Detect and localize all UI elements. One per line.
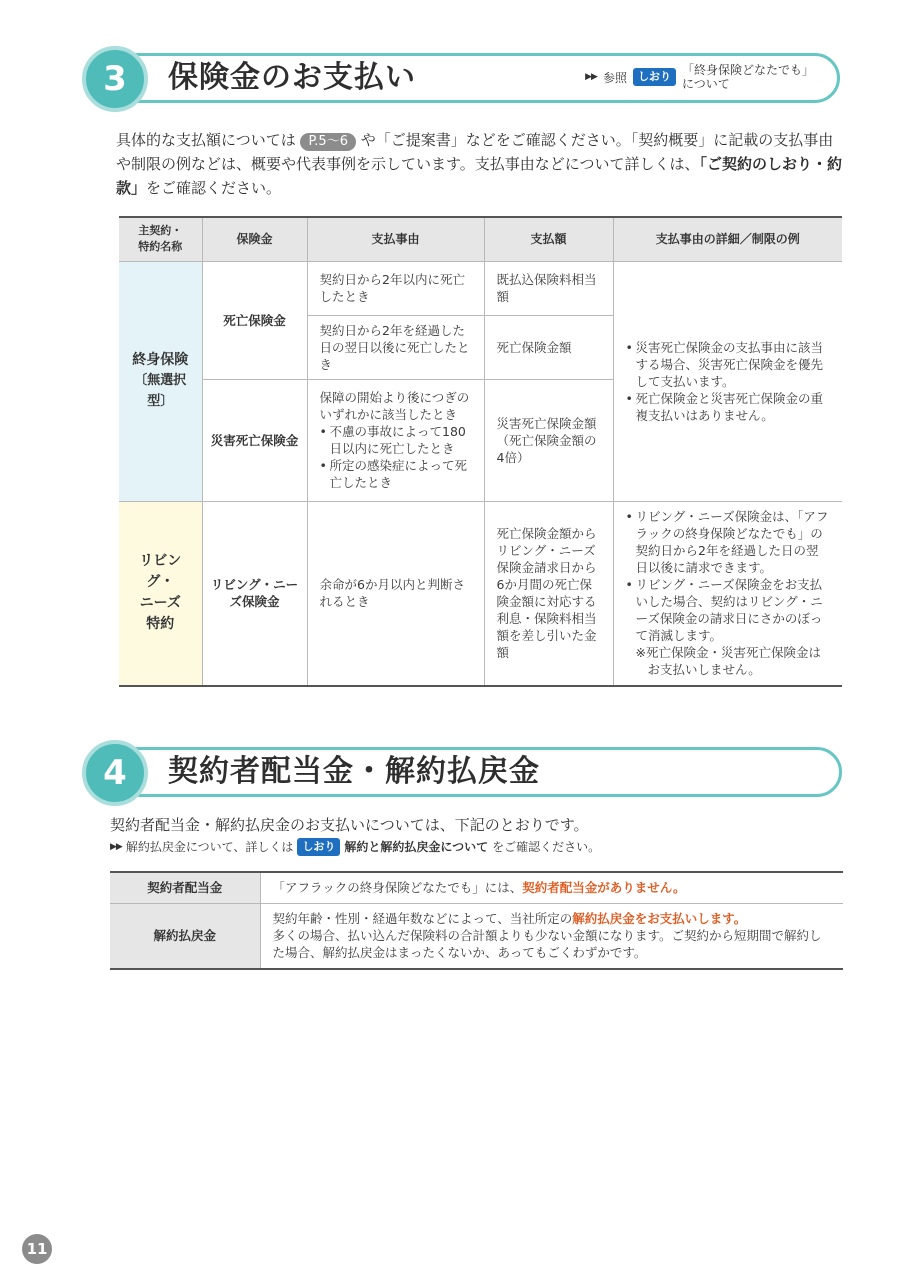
list-item: • 災害死亡保険金の支払事由に該当する場合、災害死亡保険金を優先して支払います。 (626, 339, 831, 390)
section-4-reference (110, 838, 600, 856)
section-4-number: 4 (82, 740, 148, 806)
header-contract-name: 主契約・ 特約名称 (119, 217, 202, 261)
header-detail: 支払事由の詳細／制限の例 (613, 217, 842, 261)
list-item: • 死亡保険金と災害死亡保険金の重複支払いはありません。 (626, 390, 831, 424)
dividend-surrender-table (110, 871, 843, 970)
amount-cell: 災害死亡保険金額（死亡保険金額の4倍） (484, 379, 613, 501)
amount-cell: 既払込保険料相当額 (484, 261, 613, 315)
benefit-living-needs: リビング・ニーズ保険金 (202, 501, 307, 686)
category-whole-life: 終身保険 〔無選択型〕 (119, 261, 202, 501)
section-3-header (82, 46, 840, 110)
table-row (110, 903, 843, 969)
header-amount: 支払額 (484, 217, 613, 261)
reference-label: 参照 (602, 70, 627, 85)
shiori-badge: しおり (297, 838, 340, 856)
table-header-row (119, 217, 842, 261)
shiori-badge: しおり (633, 68, 676, 86)
shiori-reference (585, 57, 814, 97)
row-value-surrender: 契約年齢・性別・経過年数などによって、当社所定の解約払戻金をお支払いします。 多くの場合、払い込んだ保険料の合計額よりも少ない金額になります。ご契約から短期間で解約した場合、解約払戻金はまったくないか、あってもごくわずかです。 (260, 903, 843, 969)
page-ref-pill: P.5〜6 (300, 133, 356, 151)
lead-text-1: 具体的な支払額については (116, 131, 296, 149)
reference-bold-text: 解約と解約払戻金について (344, 840, 489, 854)
section-3-title: 保険金のお支払い (168, 60, 416, 95)
list-item: • 不慮の事故によって180日以内に死亡したとき (320, 423, 472, 457)
reason-cell: 契約日から2年以内に死亡したとき (307, 261, 484, 315)
detail-whole-life (613, 261, 842, 501)
reference-text: をご確認ください。 (492, 840, 601, 854)
amount-cell: 死亡保険金額 (484, 315, 613, 379)
reference-note: 「終身保険どなたでも」 について (681, 63, 814, 91)
table-row (110, 872, 843, 903)
section-4-header (82, 740, 842, 804)
amount-cell: 死亡保険金額からリビング・ニーズ保険金請求日から6か月間の死亡保険金額に対応する利息・保険料相当額を差し引いた金額 (484, 501, 613, 686)
section-3-number: 3 (82, 46, 148, 112)
double-arrow-icon: ▶▶ (110, 842, 122, 852)
row-value-dividend: 「アフラックの終身保険どなたでも」には、契約者配当金がありません。 (260, 872, 843, 903)
table-row (119, 261, 842, 315)
row-label-surrender: 解約払戻金 (110, 903, 260, 969)
detail-note: ※死亡保険金・災害死亡保険金はお支払いしません。 (635, 645, 821, 678)
list-item: • 所定の感染症によって死亡したとき (320, 457, 472, 491)
reference-text: 解約払戻金について、詳しくは (125, 840, 294, 854)
header-benefit: 保険金 (202, 217, 307, 261)
table-row (119, 501, 842, 686)
payment-table (119, 216, 842, 687)
benefit-accident-death: 災害死亡保険金 (202, 379, 307, 501)
benefit-death: 死亡保険金 (202, 261, 307, 379)
double-arrow-icon: ▶▶ (585, 72, 597, 82)
reason-cell: 契約日から2年を経過した日の翌日以後に死亡したとき (307, 315, 484, 379)
row-label-dividend: 契約者配当金 (110, 872, 260, 903)
detail-living-needs (613, 501, 842, 686)
reason-cell: 余命が6か月以内と判断されるとき (307, 501, 484, 686)
list-item: • リビング・ニーズ保険金は、「アフラックの終身保険どなたでも」の契約日から2年を経過した日の翌日以後に請求できます。 (626, 508, 831, 576)
category-living-needs: リビング・ ニーズ 特約 (119, 501, 202, 686)
lead-text-2: や「ご提案書」などをご確認ください。「契約概要」に記載の支払事由や制限の例などは、概要や代表事例を示しています。支払事由などについて詳しくは、 (116, 131, 834, 173)
list-item: • リビング・ニーズ保険金をお支払いした場合、契約はリビング・ニーズ保険金の請求日にさかのぼって消滅します。 (626, 576, 831, 644)
lead-text-3: をご確認ください。 (146, 179, 282, 197)
header-reason: 支払事由 (307, 217, 484, 261)
section-4-title: 契約者配当金・解約払戻金 (168, 754, 540, 789)
lead-bold-text: 「ご契約のしおり・約款」 (116, 155, 843, 197)
reason-cell: 保障の開始より後につぎのいずれかに該当したとき • 不慮の事故によって180日以内に死亡したとき • 所定の感染症によって死亡したとき (307, 379, 484, 501)
page-number: 11 (22, 1234, 52, 1264)
section-3-lead (116, 128, 846, 200)
section-4-lead: 契約者配当金・解約払戻金のお支払いについては、下記のとおりです。 (110, 816, 589, 834)
